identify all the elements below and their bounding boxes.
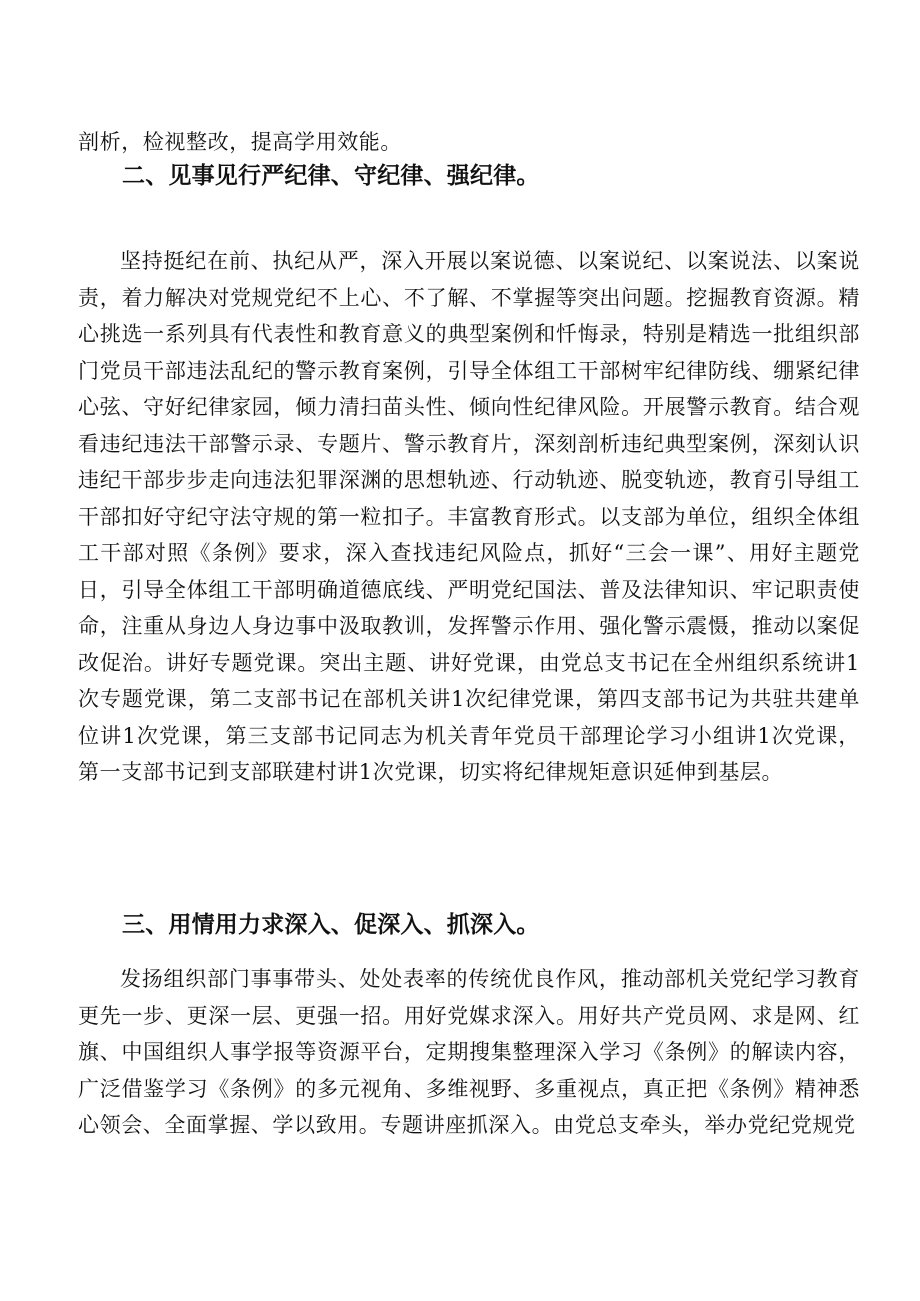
section-heading-discipline: 二、见事见行严纪律、守纪律、强纪律。: [122, 163, 540, 189]
section-paragraph-discipline: 坚持挺纪在前、执纪从严，深入开展以案说德、以案说纪、以案说法、以案说责，着力解决对党规党纪不上心、不了解、不掌握等突出问题。挖掘教育资源。精心挑选一系列具有代表性和教育意义的典型案例和忏悔录，特别是精选一批组织部门党员干部违法乱纪的警示教育案例，引导全体组工干部树牢纪律防线、绷紧纪律心弦、守好纪律家园，倾力清扫苗头性、倾向性纪律风险。开展警示教育。结合观看违纪违法干部警示录、专题片、警示教育片，深刻剖析违纪典型案例，深刻认识违纪干部步步走向违法犯罪深渊的思想轨迹、行动轨迹、脱变轨迹，教育引导组工干部扣好守纪守法守规的第一粒扣子。丰富教育形式。以支部为单位，组织全体组工干部对照《条例》要求，深入查找违纪风险点，抓好“三会一课”、用好主题党日，引导全体组工干部明确道德底线、严明党纪国法、普及法律知识、牢记职责使命，注重从身边人身边事中汲取教训，发挥警示作用、强化警示震慑，推动以案促改促治。讲好专题党课。突出主题、讲好党课，由党总支书记在全州组织系统讲1次专题党课，第二支部书记在部机关讲1次纪律党课，第四支部书记为共驻共建单位讲1次党课，第三支部书记同志为机关青年党员干部理论学习小组讲1次党课，第一支部书记到支部联建村讲1次党课，切实将纪律规矩意识延伸到基层。: [78, 249, 860, 784]
section-heading-deepen: 三、用情用力求深入、促深入、抓深入。: [122, 912, 540, 938]
lead-paragraph: 剖析，检视整改，提高学用效能。: [78, 130, 402, 154]
section-paragraph-deepen: 发扬组织部门事事带头、处处表率的传统优良作风，推动部机关党纪学习教育更先一步、更深一层、更强一招。用好党媒求深入。用好共产党员网、求是网、红旗、中国组织人事学报等资源平台，定期搜集整理深入学习《条例》的解读内容，广泛借鉴学习《条例》的多元视角、多维视野、多重视点，真正把《条例》精神悉心领会、全面掌握、学以致用。专题讲座抓深入。由党总支牵头，举办党纪党规党: [78, 967, 860, 1137]
